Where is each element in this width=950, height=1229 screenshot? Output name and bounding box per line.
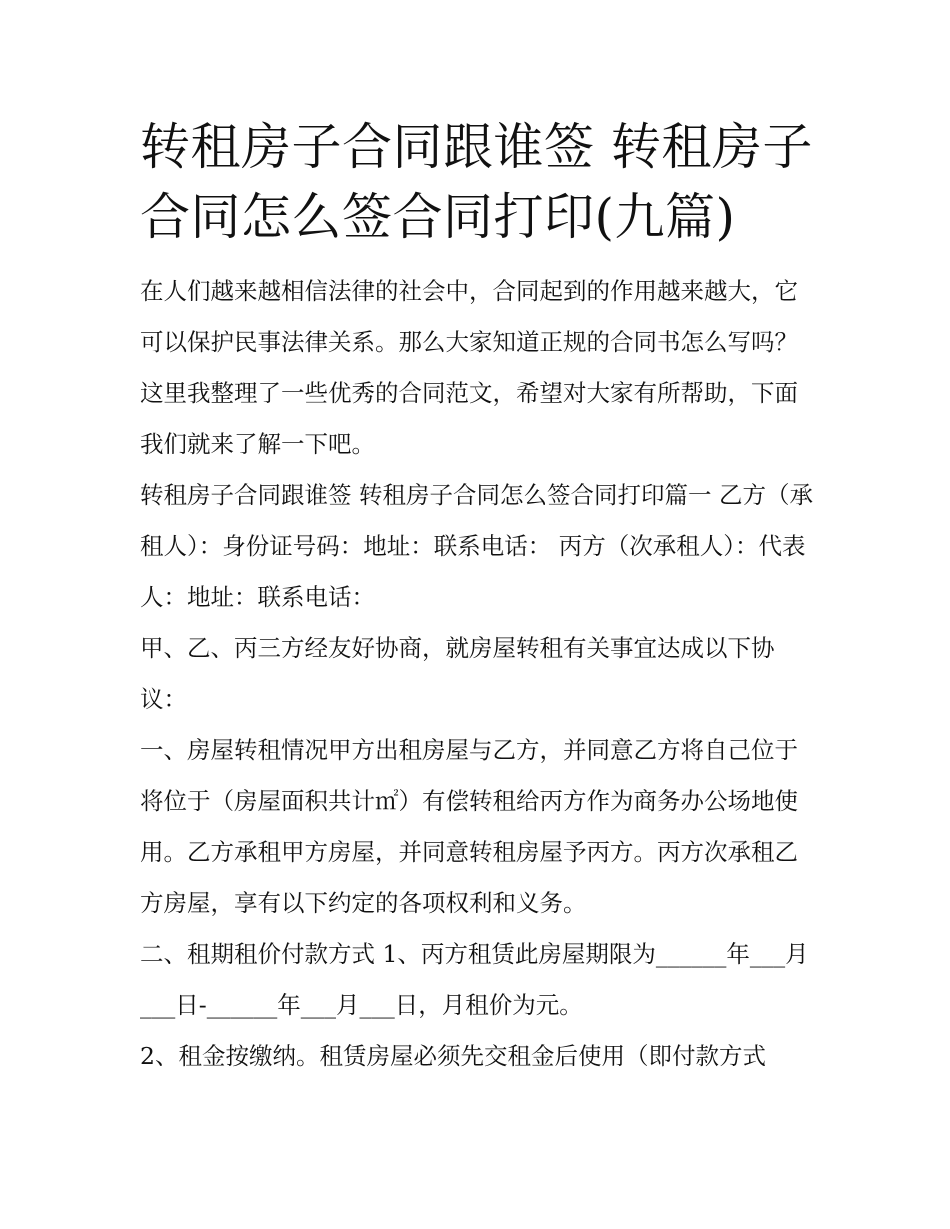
paragraph-agreement: 甲、乙、丙三方经友好协商，就房屋转租有关事宜达成以下协议：: [140, 634, 775, 713]
paragraph-intro: 在人们越来越相信法律的社会中，合同起到的作用越来越大，它可以保护民事法律关系。那么大家知道正规的合同书怎么写吗？这里我整理了一些优秀的合同范文，希望对大家有所帮助，下面我们就来了解一下吧。: [140, 277, 798, 458]
paragraph-clause-1: 一、房屋转租情况甲方出租房屋与乙方，并同意乙方将自己位于将位于（房屋面积共计㎡）有偿转租给丙方作为商务办公场地使用。乙方承租甲方房屋，并同意转租房屋予丙方。丙方次承租乙方房屋，享有以下约定的各项权利和义务。: [140, 736, 798, 917]
paragraph-parties: 转租房子合同跟谁签 转租房子合同怎么签合同打印篇一 乙方（承租人）：身份证号码：地址：联系电话： 丙方（次承租人）：代表人：地址：联系电话：: [140, 481, 813, 611]
document-page: [140, 112, 815, 1082]
document-title: 转租房子合同跟谁签 转租房子合同怎么签合同打印(九篇): [140, 118, 813, 246]
paragraph-clause-2: 二、租期租价付款方式 1、丙方租赁此房屋期限为______年___月___日-______年___月___日，月租价为元。: [140, 940, 809, 1019]
paragraph-clause-2-item-2: 2、租金按缴纳。租赁房屋必须先交租金后使用（即付款方式: [140, 1042, 766, 1070]
